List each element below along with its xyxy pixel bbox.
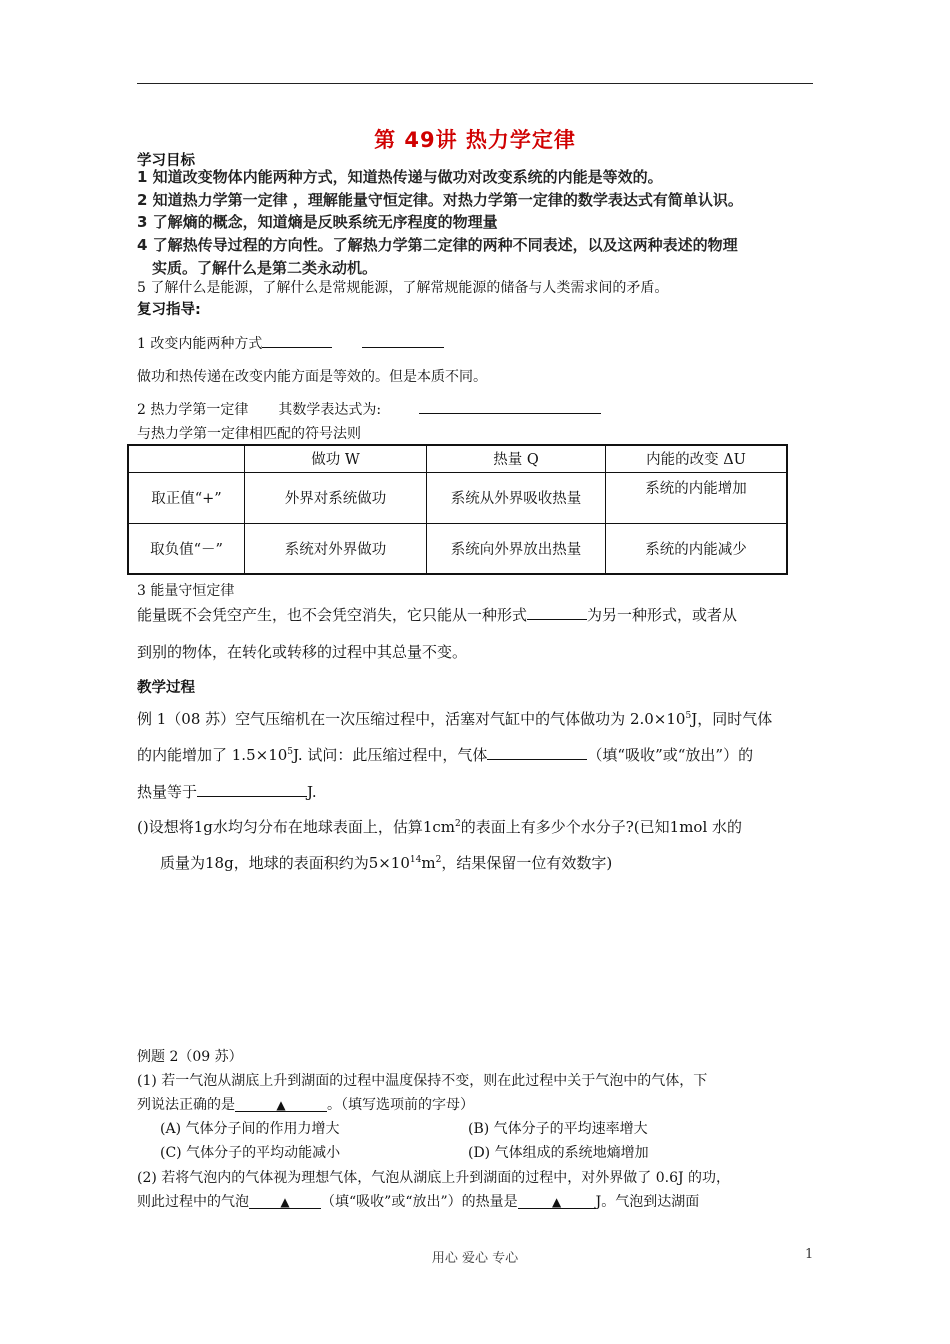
example1-line1 bbox=[137, 708, 772, 729]
table-row bbox=[128, 472, 787, 523]
page-footer: 用心 爱心 专心 bbox=[431, 1251, 519, 1266]
example2-text: 列说法正确的是 bbox=[137, 1097, 235, 1113]
energy-law-line2: 到别的物体，在转化或转移的过程中其总量不变。 bbox=[137, 643, 468, 661]
blank[interactable] bbox=[487, 745, 587, 760]
energy-law-line1 bbox=[137, 604, 737, 625]
goal-1: 1 知道改变物体内能两种方式，知道热传递与做功对改变系统的内能是等效的。 bbox=[137, 168, 663, 186]
example2-text: 则此过程中的气泡 bbox=[137, 1194, 249, 1210]
page-number: 1 bbox=[805, 1247, 814, 1262]
goals-heading: 学习目标 bbox=[137, 153, 195, 169]
option-a: (A) 气体分子间的作用力增大 bbox=[160, 1121, 340, 1137]
review-q2-label: 2 热力学第一定律 bbox=[137, 402, 249, 418]
table-header-row bbox=[128, 445, 787, 472]
review-q1-label: 1 改变内能两种方式 bbox=[137, 336, 263, 352]
goal-2-text: 2 知道热力学第一定律 ，理解能量守恒定律。对热力学第一定律的数学表达式有简单认识。 bbox=[137, 191, 743, 209]
table-cell: 系统的内能增加 bbox=[606, 472, 788, 523]
example1-text: 例 1（08 苏）空气压缩机在一次压缩过程中，活塞对气缸中的气体做功为 2.0×10 bbox=[137, 710, 686, 728]
sign-convention-table bbox=[127, 444, 788, 575]
superscript: 5 bbox=[287, 747, 294, 757]
example1-text: J，同时气体 bbox=[691, 710, 773, 728]
triangle-icon: ▲ bbox=[280, 1195, 290, 1209]
answer-blank[interactable] bbox=[249, 1194, 321, 1209]
blank[interactable] bbox=[419, 399, 601, 414]
review-q1 bbox=[137, 333, 444, 353]
water-question-text: m bbox=[421, 854, 436, 872]
example1-line3 bbox=[137, 781, 317, 802]
table-cell: 系统向外界放出热量 bbox=[427, 523, 606, 574]
example1-text: 的内能增加了 1.5×10 bbox=[137, 746, 288, 764]
energy-law-b: 为另一种形式，或者从 bbox=[587, 606, 738, 624]
water-question-line2 bbox=[160, 852, 612, 873]
table-header-cell: 热量 Q bbox=[427, 445, 606, 472]
example1-text: J. 试问：此压缩过程中，气体 bbox=[293, 746, 488, 764]
answer-blank[interactable] bbox=[235, 1097, 327, 1112]
triangle-icon: ▲ bbox=[276, 1098, 286, 1112]
water-question-text: ()设想将1g水均匀分布在地球表面上，估算1cm bbox=[137, 818, 456, 836]
triangle-icon: ▲ bbox=[552, 1195, 562, 1209]
example2-text: 。（填写选项前的字母） bbox=[327, 1097, 474, 1113]
water-question-line1 bbox=[137, 816, 742, 837]
goal-5: 5 了解什么是能源，了解什么是常规能源，了解常规能源的储备与人类需求间的矛盾。 bbox=[137, 280, 669, 296]
superscript: 14 bbox=[409, 855, 422, 865]
teaching-heading: 教学过程 bbox=[137, 680, 195, 696]
example2-p1-line1: (1) 若一气泡从湖底上升到湖面的过程中温度保持不变，则在此过程中关于气泡中的气体，下 bbox=[137, 1073, 708, 1089]
water-question-text: 质量为18g，地球的表面积约为5×10 bbox=[160, 854, 410, 872]
option-c: (C) 气体分子的平均动能减小 bbox=[160, 1145, 341, 1161]
review-q2-expr-label: 其数学表达式为: bbox=[278, 402, 382, 418]
superscript: 5 bbox=[685, 711, 692, 721]
table-header-cell: 做功 W bbox=[245, 445, 427, 472]
example2-p2-line1: (2) 若将气泡内的气体视为理想气体，气泡从湖底上升到湖面的过程中，对外界做了 0.6J 的功， bbox=[137, 1170, 731, 1186]
blank[interactable] bbox=[362, 333, 444, 348]
example2-p1-line2 bbox=[137, 1094, 474, 1114]
goal-2 bbox=[137, 189, 743, 210]
goal-4: 4 了解热传导过程的方向性。了解热力学第二定律的两种不同表述，以及这两种表述的物理 bbox=[137, 236, 738, 254]
example1-line2 bbox=[137, 744, 753, 765]
table-caption: 与热力学第一定律相匹配的符号法则 bbox=[137, 426, 361, 442]
table-cell: 取负值“－” bbox=[128, 523, 245, 574]
water-question-text: 的表面上有多少个水分子?(已知1mol 水的 bbox=[460, 818, 743, 836]
option-d: (D) 气体组成的系统地熵增加 bbox=[468, 1145, 649, 1161]
table-cell: 系统对外界做功 bbox=[245, 523, 427, 574]
option-b: (B) 气体分子的平均速率增大 bbox=[468, 1121, 648, 1137]
table-header-cell bbox=[128, 445, 245, 472]
lecture-title: 第 49讲 热力学定律 bbox=[374, 128, 576, 152]
blank[interactable] bbox=[527, 605, 587, 620]
example2-text: J。气泡到达湖面 bbox=[595, 1194, 700, 1210]
water-question-text: ，结果保留一位有效数字) bbox=[441, 854, 613, 872]
blank[interactable] bbox=[262, 333, 332, 348]
header-rule bbox=[137, 83, 813, 84]
example2-heading: 例题 2（09 苏） bbox=[137, 1049, 243, 1065]
review-note1: 做功和热传递在改变内能方面是等效的。但是本质不同。 bbox=[137, 369, 487, 385]
superscript: 2 bbox=[455, 819, 461, 829]
table-header-cell: 内能的改变 ΔU bbox=[606, 445, 788, 472]
example1-text: （填“吸收”或“放出”）的 bbox=[587, 746, 754, 764]
table-cell: 系统的内能减少 bbox=[606, 523, 788, 574]
blank[interactable] bbox=[197, 782, 307, 797]
goal-3: 3 了解熵的概念，知道熵是反映系统无序程度的物理量 bbox=[137, 213, 498, 231]
table-cell: 系统从外界吸收热量 bbox=[427, 472, 606, 523]
example1-text: J. bbox=[307, 783, 317, 801]
answer-blank[interactable] bbox=[518, 1194, 596, 1209]
superscript: 2 bbox=[435, 855, 442, 865]
review-heading: 复习指导: bbox=[137, 302, 201, 318]
table-cell: 取正值“+” bbox=[128, 472, 245, 523]
goal-4-cont: 实质。了解什么是第二类永动机。 bbox=[152, 259, 378, 277]
example2-p2-line2 bbox=[137, 1191, 699, 1211]
review-q2 bbox=[137, 399, 601, 419]
review-q3: 3 能量守恒定律 bbox=[137, 583, 235, 599]
example2-text: （填“吸收”或“放出”）的热量是 bbox=[321, 1194, 518, 1210]
table-cell: 外界对系统做功 bbox=[245, 472, 427, 523]
energy-law-a: 能量既不会凭空产生，也不会凭空消失，它只能从一种形式 bbox=[137, 606, 528, 624]
table-row bbox=[128, 523, 787, 574]
example1-text: 热量等于 bbox=[137, 783, 198, 801]
